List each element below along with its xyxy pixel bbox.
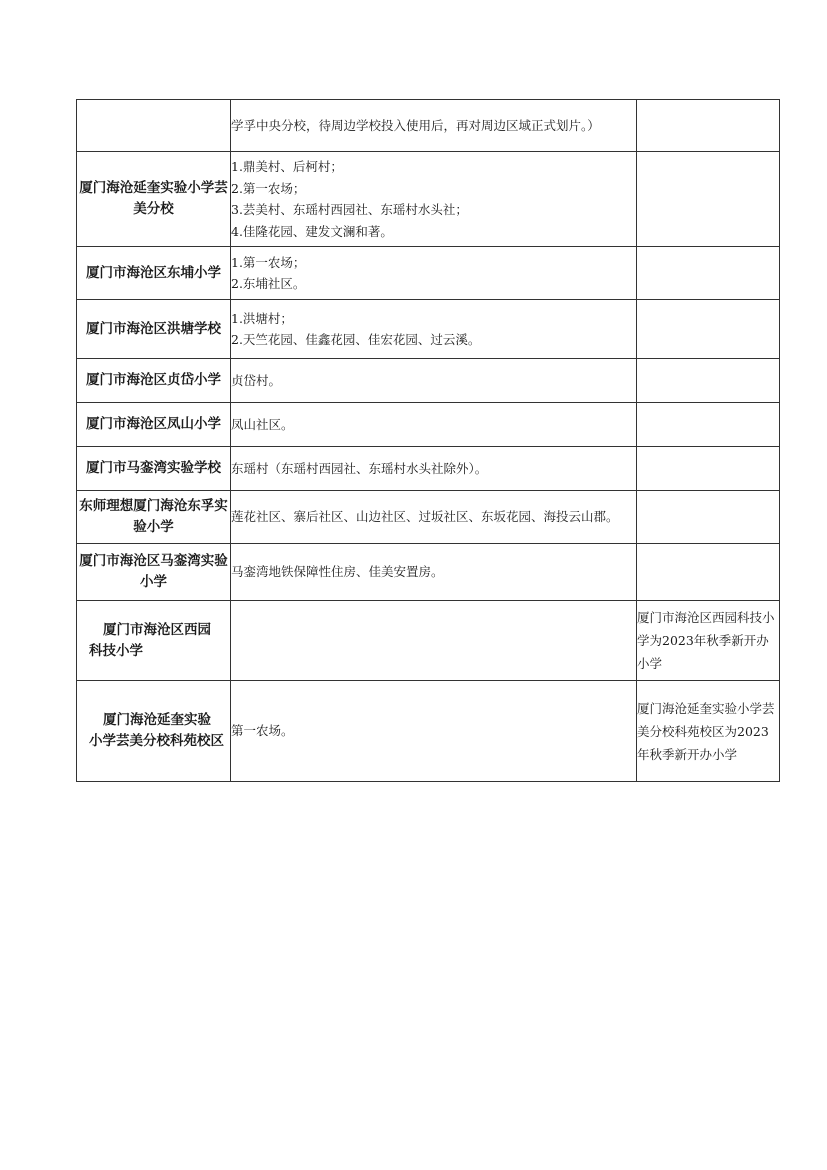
area-cell bbox=[231, 100, 637, 152]
note-cell bbox=[637, 152, 780, 247]
table-row bbox=[77, 100, 780, 152]
table-row bbox=[77, 601, 780, 681]
table-row bbox=[77, 491, 780, 544]
area-cell bbox=[231, 681, 637, 782]
table-row bbox=[77, 247, 780, 300]
school-name-cell: 厦门市马銮湾实验学校 bbox=[77, 447, 231, 491]
area-cell bbox=[231, 403, 637, 447]
area-line: 1.第一农场； bbox=[231, 254, 306, 270]
table-row bbox=[77, 681, 780, 782]
note-cell bbox=[637, 403, 780, 447]
note-cell bbox=[637, 447, 780, 491]
area-line: 2.东埔社区。 bbox=[231, 276, 306, 291]
table-row bbox=[77, 403, 780, 447]
school-name-cell: 厦门海沧延奎实验小学芸美分校 bbox=[77, 152, 231, 247]
area-line: 学孚中央分校，待周边学校投入使用后，再对周边区域正式划片。） bbox=[231, 117, 600, 133]
area-line: 2.第一农场； bbox=[231, 180, 306, 196]
area-line: 马銮湾地铁保障性住房、佳美安置房。 bbox=[231, 564, 444, 580]
area-cell bbox=[231, 300, 637, 359]
area-line: 东瑶村（东瑶村西园社、东瑶村水头社除外）。 bbox=[231, 460, 488, 476]
school-name-cell: 厦门市海沧区马銮湾实验小学 bbox=[77, 544, 231, 601]
area-line: 2.天竺花园、佳鑫花园、佳宏花园、过云溪。 bbox=[231, 332, 481, 347]
area-line: 1.鼎美村、后柯村； bbox=[231, 159, 343, 174]
table-row bbox=[77, 152, 780, 247]
area-line: 凤山社区。 bbox=[231, 416, 294, 432]
school-name-cell: 厦门海沧延奎实验小学芸美分校科苑校区 bbox=[77, 681, 231, 782]
area-cell bbox=[231, 601, 637, 681]
table-row bbox=[77, 300, 780, 359]
area-cell bbox=[231, 491, 637, 544]
note-cell bbox=[637, 491, 780, 544]
school-name-cell: 厦门市海沧区洪塘学校 bbox=[77, 300, 231, 359]
enrollment-zone-table bbox=[76, 99, 780, 782]
note-cell bbox=[637, 247, 780, 300]
area-line: 1.洪塘村； bbox=[231, 310, 293, 326]
table-row bbox=[77, 544, 780, 601]
school-name-cell: 东师理想厦门海沧东孚实验小学 bbox=[77, 491, 231, 544]
area-cell bbox=[231, 359, 637, 403]
area-cell bbox=[231, 152, 637, 247]
school-name-cell: 厦门市海沧区西园科技小学 bbox=[77, 601, 231, 681]
table-row bbox=[77, 447, 780, 491]
area-cell bbox=[231, 544, 637, 601]
school-name-cell: 厦门市海沧区东埔小学 bbox=[77, 247, 231, 300]
school-name-cell: 厦门市海沧区凤山小学 bbox=[77, 403, 231, 447]
school-name-cell: 厦门市海沧区贞岱小学 bbox=[77, 359, 231, 403]
note-cell bbox=[637, 359, 780, 403]
table-row bbox=[77, 359, 780, 403]
area-line: 莲花社区、寨后社区、山边社区、过坂社区、东坂花园、海投云山郡。 bbox=[231, 509, 619, 525]
note-cell bbox=[637, 544, 780, 601]
area-cell bbox=[231, 447, 637, 491]
note-cell bbox=[637, 100, 780, 152]
note-cell: 厦门市海沧区西园科技小学为2023年秋季新开办小学 bbox=[637, 601, 780, 681]
school-name-cell bbox=[77, 100, 231, 152]
area-line: 4.佳隆花园、建发文澜和著。 bbox=[231, 223, 393, 239]
area-line: 贞岱村。 bbox=[231, 372, 282, 388]
area-line: 第一农场。 bbox=[231, 723, 294, 739]
note-cell: 厦门海沧延奎实验小学芸美分校科苑校区为2023年秋季新开办小学 bbox=[637, 681, 780, 782]
area-line: 3.芸美村、东瑶村西园社、东瑶村水头社； bbox=[231, 202, 468, 217]
note-cell bbox=[637, 300, 780, 359]
area-cell bbox=[231, 247, 637, 300]
